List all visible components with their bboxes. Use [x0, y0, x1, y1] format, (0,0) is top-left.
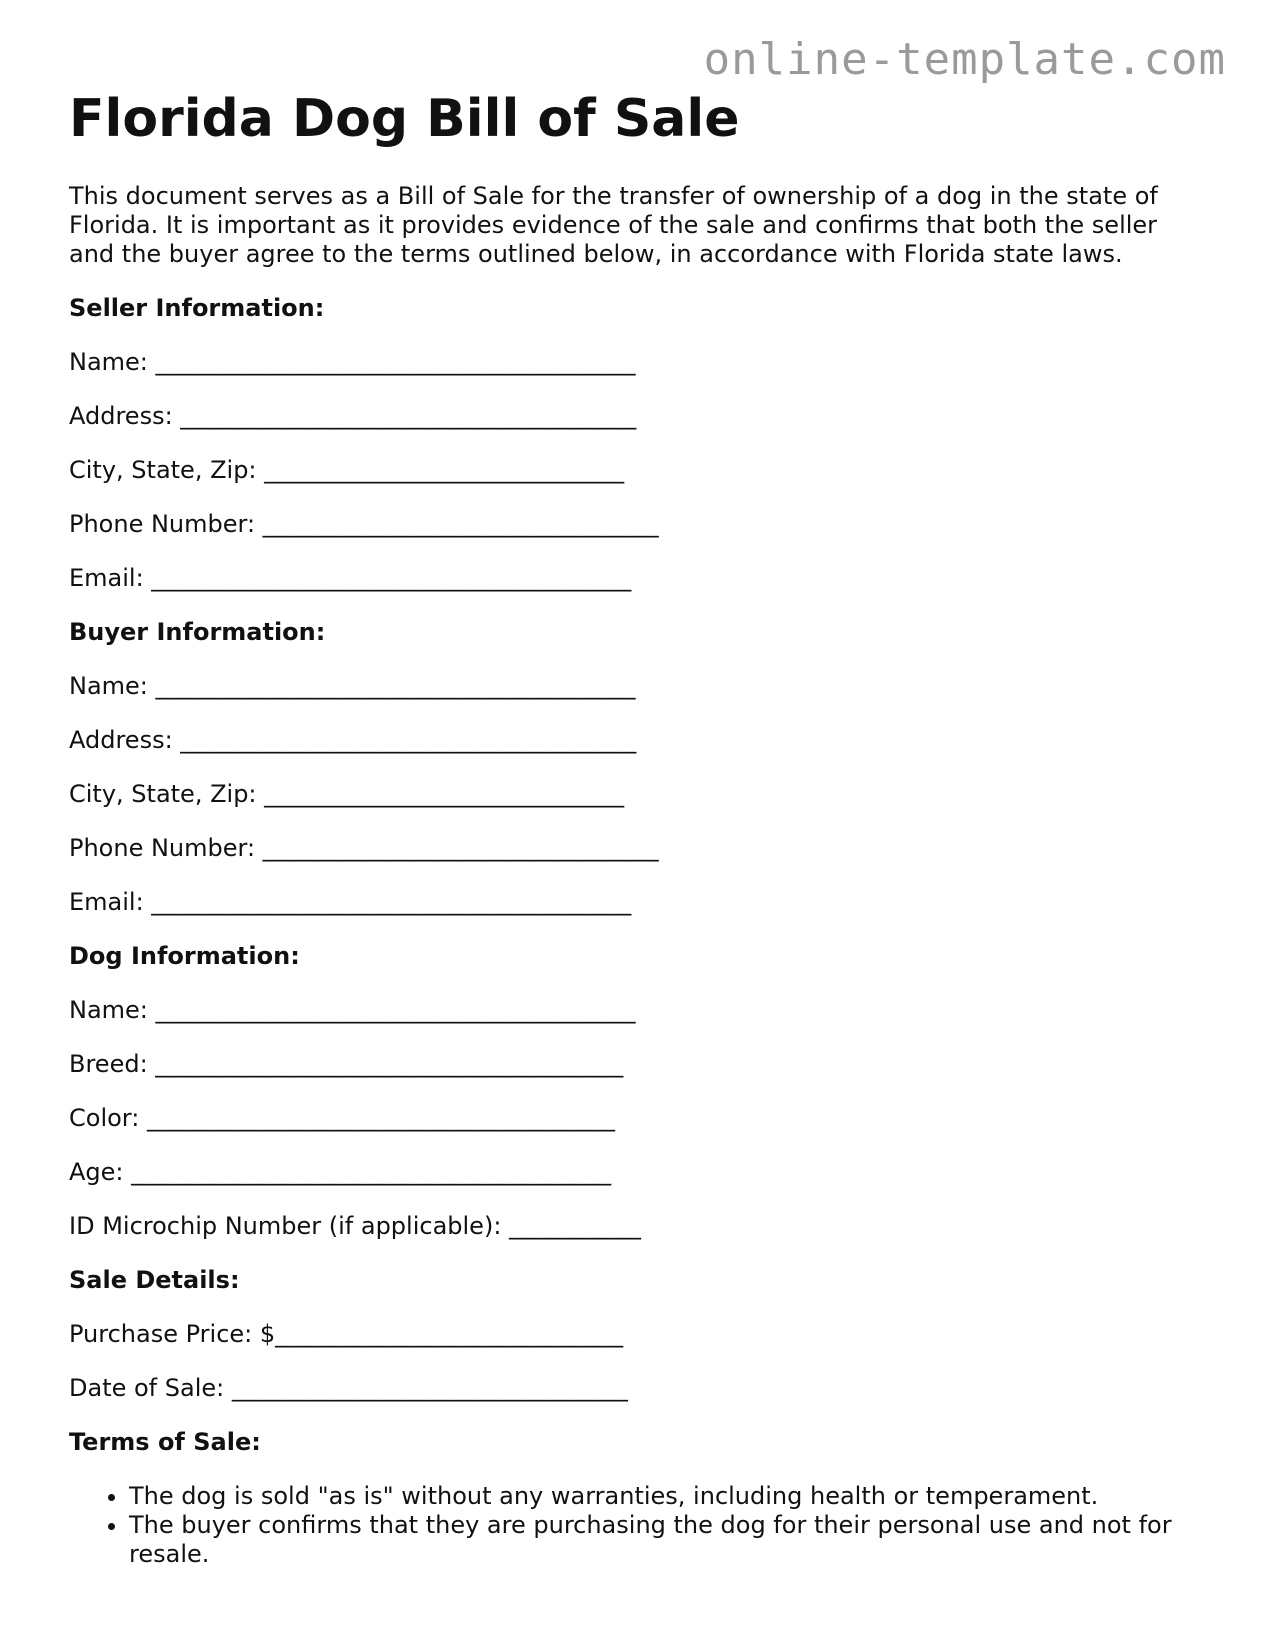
dog-microchip-field[interactable]	[69, 1212, 1209, 1266]
field-blank[interactable]: ______________________________________	[172, 402, 637, 430]
field-label: Phone Number:	[69, 834, 256, 862]
field-label: Purchase Price: $	[69, 1320, 276, 1348]
dog-heading: Dog Information:	[69, 942, 300, 970]
buyer-email-field[interactable]	[69, 888, 1209, 942]
field-blank[interactable]: _________________________________	[224, 1374, 628, 1402]
terms-heading: Terms of Sale:	[69, 1428, 261, 1456]
list-item: • The buyer confirms that they are purchasing the dog for their personal use and not for resale.	[129, 1511, 1204, 1569]
buyer-city-state-zip-field[interactable]	[69, 780, 1209, 834]
field-blank[interactable]: ________________________________________	[147, 672, 636, 700]
list-item: • The dog is sold "as is" without any warranties, including health or temperament.	[129, 1482, 1204, 1511]
field-label: Date of Sale:	[69, 1374, 225, 1402]
sale-section	[69, 1266, 1209, 1428]
field-label: Address:	[69, 402, 173, 430]
field-label: Email:	[69, 564, 144, 592]
seller-city-state-zip-field[interactable]	[69, 456, 1209, 510]
field-label: Email:	[69, 888, 144, 916]
field-blank[interactable]: ________________________________________	[147, 996, 636, 1024]
seller-section	[69, 294, 1209, 618]
field-label: City, State, Zip:	[69, 456, 257, 484]
field-blank[interactable]: ___________	[501, 1212, 642, 1240]
buyer-address-field[interactable]	[69, 726, 1209, 780]
field-blank[interactable]: ______________________________	[256, 780, 625, 808]
terms-list	[69, 1482, 1204, 1569]
field-label: Age:	[69, 1158, 124, 1186]
field-blank[interactable]: ________________________________________	[143, 888, 632, 916]
dog-section	[69, 942, 1209, 1266]
sale-heading: Sale Details:	[69, 1266, 240, 1294]
purchase-price-field[interactable]	[69, 1320, 1209, 1374]
dog-age-field[interactable]	[69, 1158, 1209, 1212]
seller-email-field[interactable]	[69, 564, 1209, 618]
watermark: online-template.com	[703, 34, 1226, 85]
field-blank[interactable]: ______________________________	[256, 456, 625, 484]
field-label: City, State, Zip:	[69, 780, 257, 808]
buyer-section	[69, 618, 1209, 942]
field-label: Address:	[69, 726, 173, 754]
field-label: Name:	[69, 348, 148, 376]
buyer-phone-field[interactable]	[69, 834, 1209, 888]
dog-breed-field[interactable]	[69, 1050, 1209, 1104]
terms-section	[69, 1428, 1209, 1569]
seller-heading: Seller Information:	[69, 294, 325, 322]
buyer-heading: Buyer Information:	[69, 618, 326, 646]
field-blank[interactable]: ______________________________________	[172, 726, 637, 754]
field-label: Phone Number:	[69, 510, 256, 538]
field-blank[interactable]: ________________________________________	[123, 1158, 612, 1186]
dog-name-field[interactable]	[69, 996, 1209, 1050]
seller-phone-field[interactable]	[69, 510, 1209, 564]
field-blank[interactable]: ________________________________________	[147, 348, 636, 376]
field-blank[interactable]: _________________________________	[255, 834, 659, 862]
field-label: ID Microchip Number (if applicable):	[69, 1212, 502, 1240]
field-blank[interactable]: ________________________________________	[143, 564, 632, 592]
field-blank[interactable]: _______________________________________	[139, 1104, 615, 1132]
document-page	[69, 86, 1209, 1569]
seller-name-field[interactable]	[69, 348, 1209, 402]
field-label: Name:	[69, 672, 148, 700]
seller-address-field[interactable]	[69, 402, 1209, 456]
field-label: Breed:	[69, 1050, 148, 1078]
field-blank[interactable]: _______________________________________	[147, 1050, 624, 1078]
field-blank[interactable]: _________________________________	[255, 510, 659, 538]
field-label: Color:	[69, 1104, 140, 1132]
buyer-name-field[interactable]	[69, 672, 1209, 726]
intro-paragraph: This document serves as a Bill of Sale for the transfer of ownership of a dog in the state of Florida. It is important as it provides evidence of the sale and confirms that both the seller and the buyer agree to the terms outlined below, in accordance with Florida state laws.	[69, 182, 1158, 268]
dog-color-field[interactable]	[69, 1104, 1209, 1158]
field-label: Name:	[69, 996, 148, 1024]
field-blank[interactable]: _____________________________	[275, 1320, 624, 1348]
date-of-sale-field[interactable]	[69, 1374, 1209, 1428]
page-title: Florida Dog Bill of Sale	[69, 89, 740, 149]
